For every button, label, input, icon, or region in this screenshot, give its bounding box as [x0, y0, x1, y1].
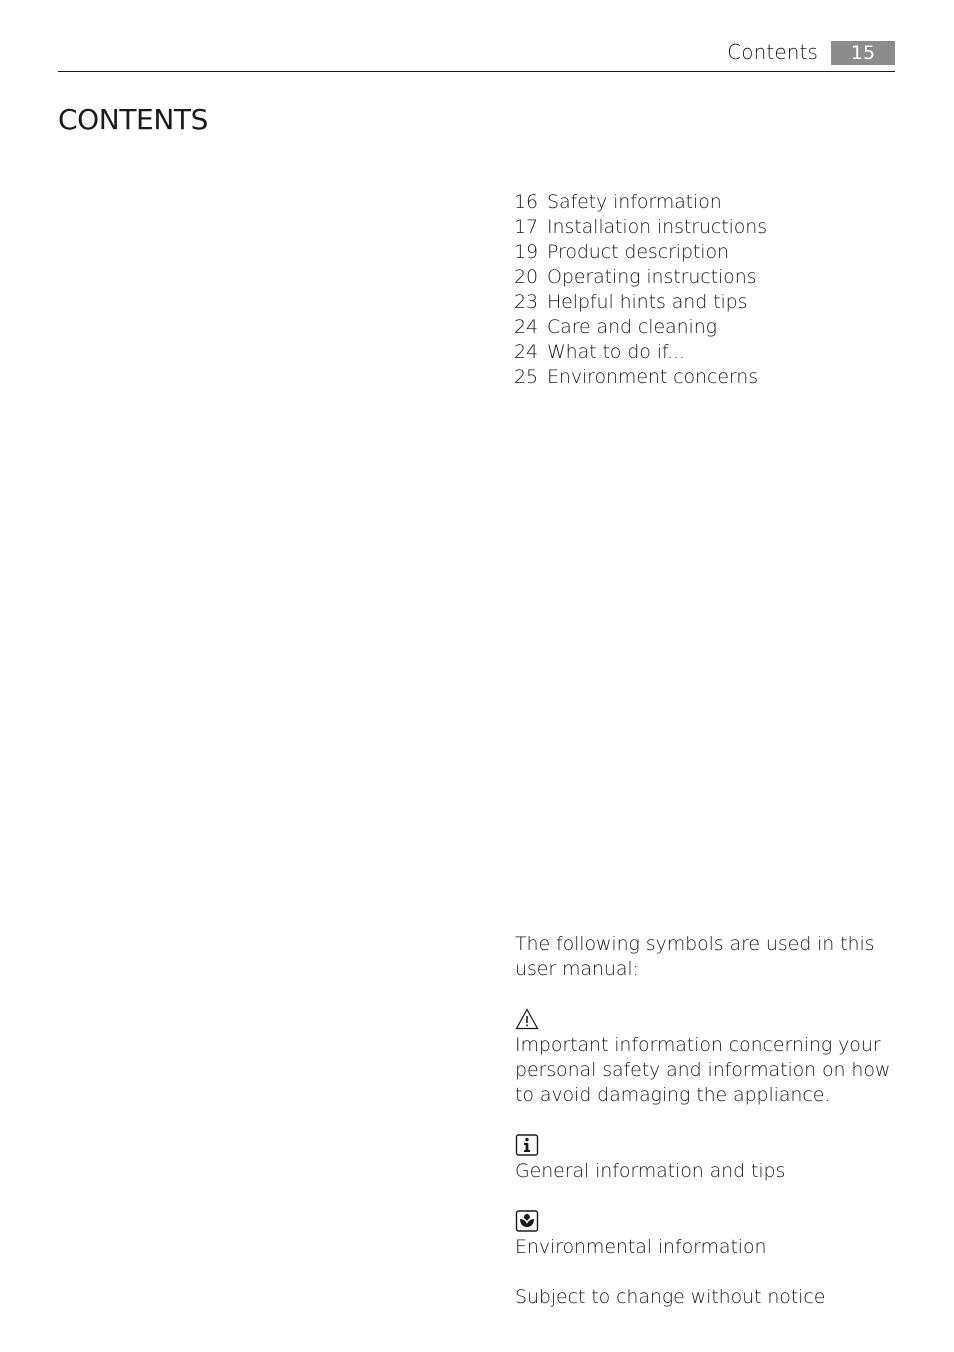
toc-title: Safety information — [547, 191, 722, 213]
symbol-warning-text: Important information concerning your personal safety and information on how to avoid damaging the appliance. — [515, 1034, 891, 1106]
toc-page-number: 23 — [514, 291, 538, 313]
toc-item[interactable] — [514, 290, 767, 315]
toc-page-number: 24 — [514, 316, 538, 338]
toc-item[interactable] — [514, 265, 767, 290]
toc-page-number: 20 — [514, 266, 538, 288]
environment-icon — [515, 1209, 539, 1233]
toc-page-number: 24 — [514, 341, 538, 363]
page-header — [58, 36, 895, 72]
toc-page-number: 19 — [514, 241, 538, 263]
header-section-title: Contents — [727, 40, 818, 64]
toc-title: What to do if... — [547, 341, 685, 363]
warning-triangle-icon — [515, 1007, 539, 1031]
change-notice: Subject to change without notice — [515, 1286, 826, 1308]
toc-title: Helpful hints and tips — [547, 291, 748, 313]
toc-page-number: 25 — [514, 366, 538, 388]
toc-item[interactable] — [514, 240, 767, 265]
toc-title: Environment concerns — [547, 366, 759, 388]
info-icon — [515, 1133, 539, 1157]
page-number: 15 — [831, 41, 895, 65]
symbols-intro: The following symbols are used in this user manual: — [515, 933, 875, 980]
toc-item[interactable] — [514, 215, 767, 240]
toc-page-number: 16 — [514, 191, 538, 213]
toc-title: Care and cleaning — [547, 316, 717, 338]
symbol-environment-text: Environmental information — [515, 1236, 767, 1258]
symbol-info-text: General information and tips — [515, 1160, 786, 1182]
toc-item[interactable] — [514, 190, 767, 215]
toc-item[interactable] — [514, 365, 767, 390]
toc-title: Installation instructions — [547, 216, 768, 238]
toc-item[interactable] — [514, 340, 767, 365]
toc-title: Product description — [547, 241, 729, 263]
toc-title: Operating instructions — [547, 266, 757, 288]
toc-item[interactable] — [514, 315, 767, 340]
page-title: CONTENTS — [58, 103, 208, 136]
toc-page-number: 17 — [514, 216, 538, 238]
table-of-contents — [514, 190, 767, 390]
symbol-info-block — [515, 1133, 895, 1184]
symbol-environment-block — [515, 1209, 895, 1260]
symbol-warning-block — [515, 1007, 895, 1108]
symbols-legend — [515, 932, 895, 1310]
